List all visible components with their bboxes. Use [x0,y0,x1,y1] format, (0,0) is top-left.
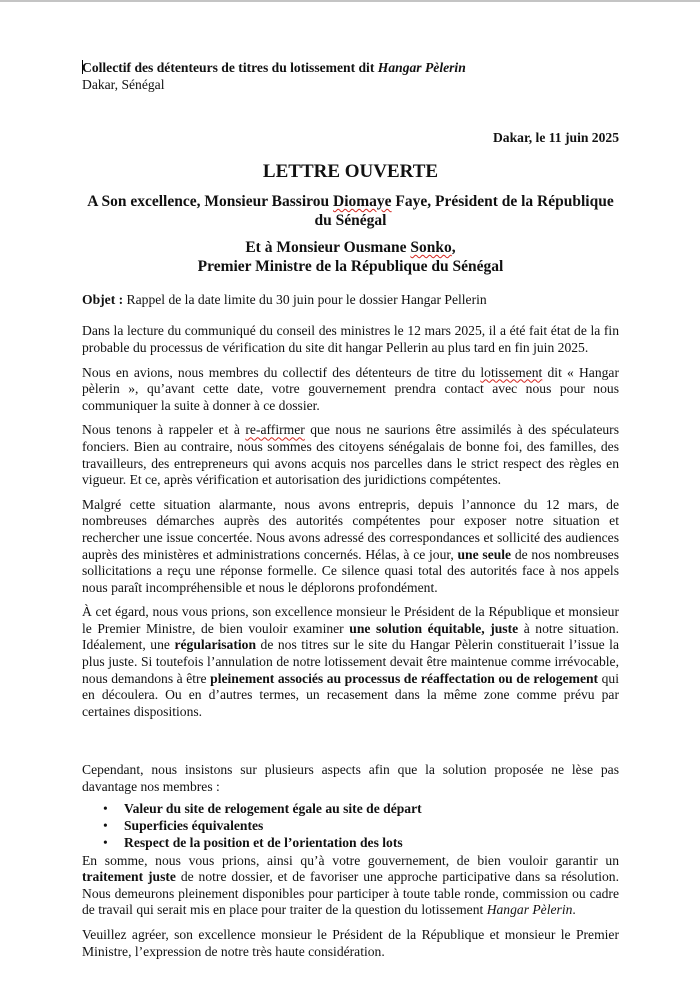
paragraph-7: En somme, nous vous prions, ainsi qu’à votre gouvernement, de bien vouloir garantir un traitement juste de notre dossier, et de favoriser une approche participative dans sa résolution. Nous demeurons pleinement disponibles pour participer à toute table ronde, commission ou cadre de travail qui serait mis en place pour traiter de la question du lotissement Hangar Pèlerin. [82,852,619,918]
paragraph-1: Dans la lecture du communiqué du conseil des ministres le 12 mars 2025, il a été fait état de la fin probable du processus de vérification du site dit hangar Pellerin au plus tard en fin juin 2025. [82,323,619,355]
spellcheck-flag[interactable]: Diomaye [333,192,392,210]
paragraph-3: Nous tenons à rappeler et à re-affirmer que nous ne saurions être assimilés à des spéculateurs fonciers. Bien au contraire, nous sommes des citoyens sénégalais de bonne foi, des familles, des travailleurs, des entrepreneurs qui avons acquis nos parcelles dans le strict respect des règles en vigueur. Et ce, après vérification et autorisation des juridictions compétentes. [82,422,619,488]
paragraph-6: Cependant, nous insistons sur plusieurs aspects afin que la solution proposée ne lèse pas davantage nos membres : [82,762,619,795]
addressee-prime-minister: Et à Monsieur Ousmane Sonko, Premier Ministre de la République du Sénégal [197,238,504,275]
subject-line [82,292,619,309]
sender-location: Dakar, Sénégal [82,76,165,92]
list-item: • Respect de la position et de l’orientation des lots [103,834,403,850]
window-top-border [0,0,700,2]
list-item: • Valeur du site de relogement égale au site de départ [103,800,422,816]
paragraph-4: Malgré cette situation alarmante, nous avons entrepris, depuis l’annonce du 12 mars, de nombreuses démarches auprès des autorités compétentes pour exposer notre situation et rechercher une issue concertée. Nous avons adressé des correspondances et sollicité des audiences auprès des ministères et administrations concernés. Hélas, à ce jour, une seule de nos nombreuses sollicitations a reçu une réponse formelle. Ce silence quasi total des autorités face à nos appels nous paraît incompréhensible et nous le déplorons profondément. [82,496,619,595]
letter-date: Dakar, le 11 juin 2025 [492,130,619,146]
document-page[interactable] [82,60,619,960]
bullet-icon: • [103,834,108,850]
list-item: • Superficies équivalentes [103,817,264,833]
spellcheck-flag[interactable]: Sonko [410,238,452,256]
spellcheck-flag[interactable]: re-affirmer [245,422,305,438]
subject-label: Objet : [82,291,124,307]
paragraph-5: À cet égard, nous vous prions, son excellence monsieur le Président de la République et monsieur le Premier Ministre, de bien vouloir examiner une solution équitable, juste à notre situation. Idéalement, une régularisation de nos titres sur le site du Hangar Pèlerin constituerait l’issue la plus juste. Si toutefois l’annulation de notre lotissement devait être maintenue comme irrévocable, nous demandons à être pleinement associés au processus de réaffectation ou de relogement qui en découlera. Ou en d’autres termes, un recasement dans la même zone comme prévu par certaines dispositions. [82,604,619,719]
spellcheck-flag[interactable]: lotissement [480,364,543,380]
sender-organization: Collectif des détenteurs de titres du lotissement dit Hangar Pèlerin [82,60,466,75]
subject-text: Rappel de la date limite du 30 juin pour le dossier Hangar Pellerin [123,291,487,307]
requirements-list [82,800,619,851]
addressee-president: A Son excellence, Monsieur Bassirou Diomaye Faye, Président de la République du Sénégal [87,192,614,229]
letter-title: LETTRE OUVERTE [262,160,439,182]
closing-paragraph: Veuillez agréer, son excellence monsieur le Président de la République et monsieur le Premier Ministre, l’expression de notre très haute considération. [82,927,619,959]
bullet-icon: • [103,817,108,833]
sender-block [82,60,619,93]
paragraph-2: Nous en avions, nous membres du collectif des détenteurs de titre du lotissement dit « Hangar pèlerin », qu’avant cette date, votre gouvernement prendra contact avec nous pour nous communiquer la suite à donner à ce dossier. [82,364,619,413]
bullet-icon: • [103,800,108,816]
